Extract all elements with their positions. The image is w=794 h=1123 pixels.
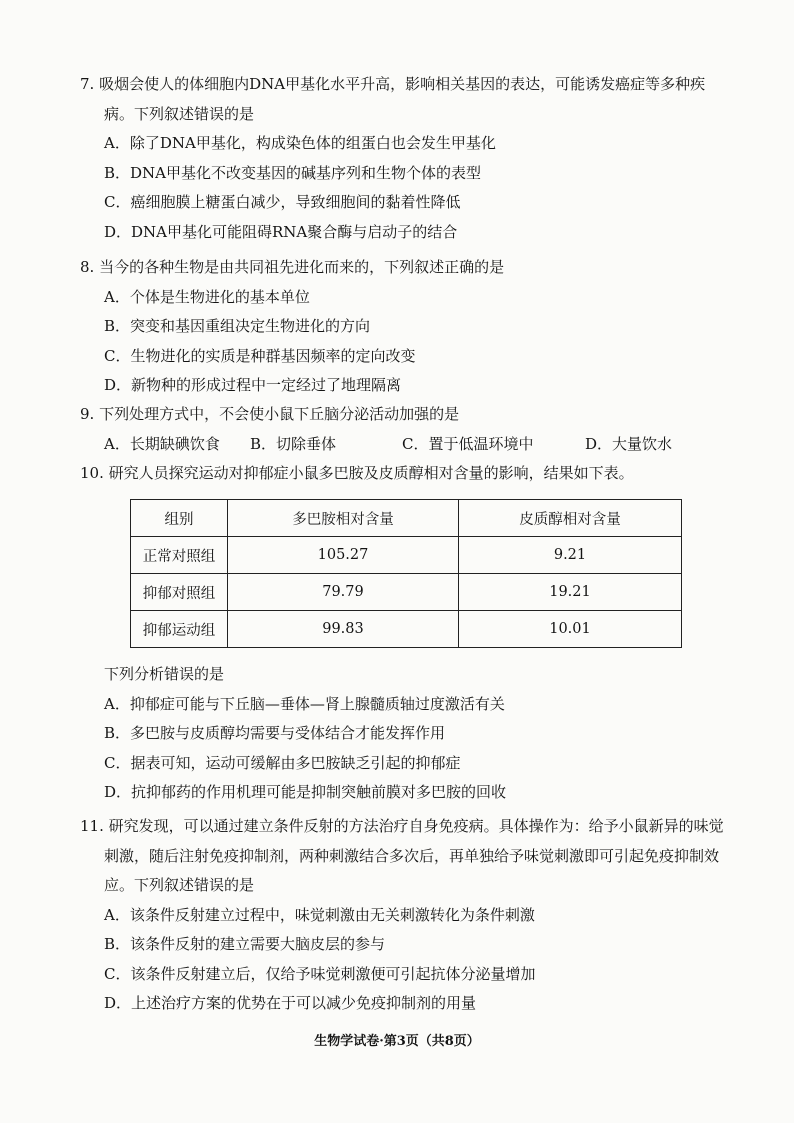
question-10-option-b: B．多巴胺与皮质醇均需要与受体结合才能发挥作用 <box>104 724 446 742</box>
question-10-option-d: D．抗抑郁药的作用机理可能是抑制突触前膜对多巴胺的回收 <box>104 783 507 801</box>
table-cell-cortisol: 10.01 <box>459 611 682 648</box>
question-8-option-b: B．突变和基因重组决定生物进化的方向 <box>104 317 371 335</box>
question-9-option-c: C．置于低温环境中 <box>402 434 534 453</box>
question-7-option-d: D．DNA甲基化可能阻碍RNA聚合酶与启动子的结合 <box>104 222 458 241</box>
question-9-option-d: D．大量饮水 <box>585 434 673 453</box>
question-9-option-b: B．切除垂体 <box>250 434 337 453</box>
question-8-stem: 8. 当今的各种生物是由共同祖先进化而来的，下列叙述正确的是 <box>80 258 505 276</box>
table-header-cortisol: 皮质醇相对含量 <box>459 500 682 537</box>
table-cell-group: 抑郁运动组 <box>131 611 228 648</box>
question-8-option-a: A．个体是生物进化的基本单位 <box>104 287 310 306</box>
question-7-stem: 7. 吸烟会使人的体细胞内DNA甲基化水平升高，影响相关基因的表达，可能诱发癌症等多种疾病。下列叙述错误的是 <box>80 75 706 123</box>
table-cell-dopamine: 79.79 <box>228 574 459 611</box>
question-11-option-d: D．上述治疗方案的优势在于可以减少免疫抑制剂的用量 <box>104 994 477 1012</box>
question-9-option-a: A．长期缺碘饮食 <box>104 434 220 453</box>
table-header-row <box>131 500 682 537</box>
question-11-stem: 11. 研究发现，可以通过建立条件反射的方法治疗自身免疫病。具体操作为：给予小鼠新异的味觉刺激，随后注射免疫抑制剂，两种刺激结合多次后，再单独给予味觉刺激即可引起免疫抑制效应。下列叙述错误的是 <box>80 817 724 894</box>
question-9-stem: 9. 下列处理方式中，不会使小鼠下丘脑分泌活动加强的是 <box>80 405 460 423</box>
table-header-dopamine: 多巴胺相对含量 <box>228 500 459 537</box>
table-cell-dopamine: 99.83 <box>228 611 459 648</box>
table-cell-dopamine: 105.27 <box>228 537 459 574</box>
question-10 <box>80 459 730 489</box>
table-cell-group: 正常对照组 <box>131 537 228 574</box>
question-11 <box>80 812 730 1019</box>
question-9-options <box>80 430 730 460</box>
question-11-option-b: B．该条件反射的建立需要大脑皮层的参与 <box>104 935 386 953</box>
table-cell-group: 抑郁对照组 <box>131 574 228 611</box>
table-row <box>131 611 682 648</box>
question-10-stem: 10. 研究人员探究运动对抑郁症小鼠多巴胺及皮质醇相对含量的影响，结果如下表。 <box>80 464 634 482</box>
question-11-option-a: A．该条件反射建立过程中，味觉刺激由无关刺激转化为条件刺激 <box>104 905 535 924</box>
question-8 <box>80 253 730 401</box>
table-row <box>131 537 682 574</box>
table-row <box>131 574 682 611</box>
question-7-option-a: A．除了DNA甲基化，构成染色体的组蛋白也会发生甲基化 <box>104 134 496 152</box>
page-footer: 生物学试卷·第3页（共8页） <box>314 1034 480 1049</box>
question-9 <box>80 400 730 459</box>
question-8-option-d: D．新物种的形成过程中一定经过了地理隔离 <box>104 376 402 394</box>
question-7-option-c: C．癌细胞膜上糖蛋白减少，导致细胞间的黏着性降低 <box>104 193 461 211</box>
results-table <box>130 499 682 648</box>
question-8-option-c: C．生物进化的实质是种群基因频率的定向改变 <box>104 346 416 365</box>
table-cell-cortisol: 9.21 <box>459 537 682 574</box>
question-10-option-c: C．据表可知，运动可缓解由多巴胺缺乏引起的抑郁症 <box>104 753 461 772</box>
question-10-analysis <box>80 660 730 808</box>
question-11-option-c: C．该条件反射建立后，仅给予味觉刺激便可引起抗体分泌量增加 <box>104 964 536 983</box>
table-cell-cortisol: 19.21 <box>459 574 682 611</box>
question-10-option-a: A．抑郁症可能与下丘脑—垂体—肾上腺髓质轴过度激活有关 <box>104 694 505 713</box>
table-header-group: 组别 <box>131 500 228 537</box>
question-7-option-b: B．DNA甲基化不改变基因的碱基序列和生物个体的表型 <box>104 163 482 182</box>
question-7 <box>80 70 730 247</box>
question-10-prompt: 下列分析错误的是 <box>104 665 225 683</box>
